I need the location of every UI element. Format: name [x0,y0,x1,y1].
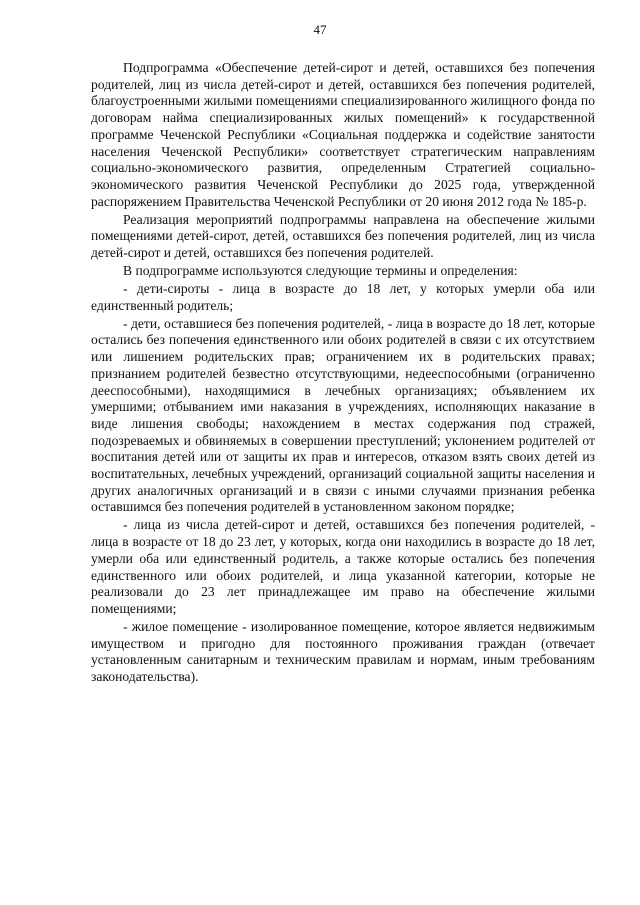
definition-living-premises: - жилое помещение - изолированное помещение, которое является недвижимым имуществом и пригодно для постоянного проживания граждан (отвечает установленным санитарным и техническим правилам и нормам, иным требованиям законодательства). [91,618,595,685]
definition-orphans: - дети-сироты - лица в возрасте до 18 лет, у которых умерли оба или единственный родитель; [91,281,595,313]
paragraph-subprogram-purpose: Реализация мероприятий подпрограммы направлена на обеспечение жилыми помещениями детей-сирот, детей, оставшихся без попечения родителей, лиц из числа детей-сирот и детей, оставшихся без попечения родителей. [91,211,595,261]
document-body [91,60,595,686]
paragraph-subprogram-conformity: Подпрограмма «Обеспечение детей-сирот и детей, оставшихся без попечения родителей, лиц из числа детей-сирот и детей, оставшихся без попечения родителей, благоустроенными жилыми помещениями специализированного жилищного фонда по договорам найма специализированных жилых помещений» к государственной программе Чеченской Республики «Социальная поддержка и содействие занятости населения Чеченской Республики» соответствует стратегическим направлениям социально-экономического развития, определенным Стратегией социально-экономического развития Чеченской Республики до 2025 года, утвержденной распоряжением Правительства Чеченской Республики от 20 июня 2012 года № 185-р. [91,60,595,209]
page-number: 47 [313,22,327,37]
paragraph-terms-intro: В подпрограмме используются следующие термины и определения: [123,263,518,279]
definition-children-without-care: - дети, оставшиеся без попечения родителей, - лица в возрасте до 18 лет, которые остались без попечения единственного или обоих родителей в связи с их отсутствием или лишением родительских прав; ограничением их в родительских правах; признанием родителей безвестно отсутствующими, недееспособными (ограниченно дееспособными), находящимися в лечебных организациях; объявлением их умершими; отбыванием ими наказания в учреждениях, исполняющих наказание в виде лишения свободы; нахождением в местах содержания под стражей, подозреваемых и обвиняемых в совершении преступлений; уклонением родителей от воспитания детей или от защиты их прав и интересов, отказом взять своих детей из воспитательных, лечебных учреждений, организаций социальной защиты населения и других аналогичных организаций и в связи с иными случаями признания ребенка оставшимся без попечения родителей в установленном законом порядке; [91,315,595,515]
definition-persons-from-orphans: - лица из числа детей-сирот и детей, оставшихся без попечения родителей, - лица в возрасте от 18 до 23 лет, у которых, когда они находились в возрасте до 18 лет, умерли оба или единственный родитель, а также которые остались без попечения единственного или обоих родителей, и лица указанной категории, которые не реализовали до 23 лет принадлежащее им право на обеспечение жилыми помещениями; [91,517,595,616]
